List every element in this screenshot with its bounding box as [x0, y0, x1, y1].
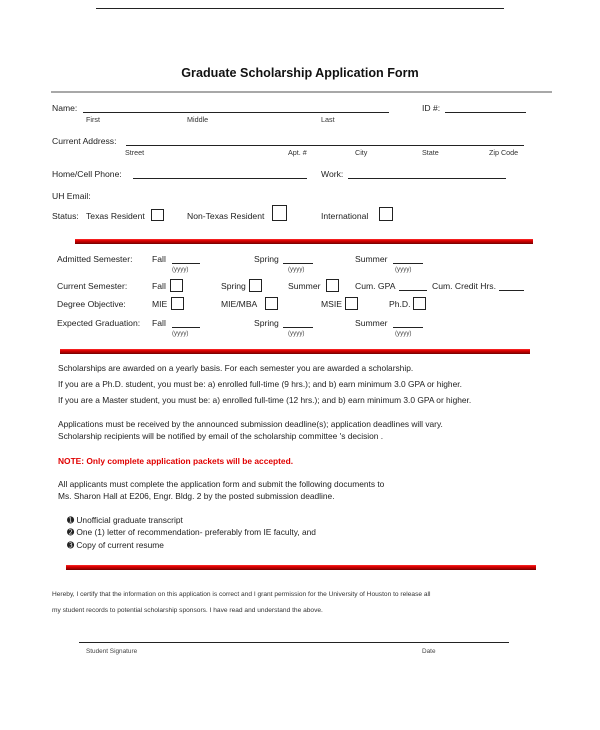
current-semester-label: Current Semester: [57, 281, 128, 291]
address-label: Current Address: [52, 136, 117, 146]
degree-phd-label: Ph.D. [389, 299, 411, 309]
info-submit-documents: All applicants must complete the application form and submit the following documents to [58, 479, 385, 489]
address-street-hint: Street [125, 148, 145, 157]
number-three-icon: ➌ [67, 540, 75, 550]
address-zip-hint: Zip Code [489, 148, 519, 157]
current-summer-checkbox[interactable] [326, 279, 339, 292]
number-two-icon: ➋ [67, 527, 75, 537]
status-label: Status: [52, 211, 79, 221]
section-divider-red [60, 349, 530, 354]
document-item [67, 527, 316, 537]
id-label: ID #: [422, 103, 441, 113]
admitted-semester-label: Admitted Semester: [57, 254, 133, 264]
graduation-spring-year-field[interactable] [283, 319, 313, 328]
graduation-summer-label: Summer [355, 318, 388, 328]
degree-mie-checkbox[interactable] [171, 297, 184, 310]
degree-msie-checkbox[interactable] [345, 297, 358, 310]
cum-gpa-field[interactable] [399, 282, 427, 291]
graduation-summer-year-hint: (yyyy) [395, 330, 412, 337]
admitted-spring-year-hint: (yyyy) [288, 266, 305, 273]
info-master-requirements: If you are a Master student, you must be: a) enrolled full-time (12 hrs.); and b) earn minimum 3.0 GPA or higher. [58, 395, 472, 405]
admitted-fall-year-field[interactable] [172, 255, 200, 264]
name-last-hint: Last [321, 115, 335, 124]
certification-line-1: Hereby, I certify that the information on this application is correct and I grant permission for the University of Houston to release all [52, 591, 431, 598]
current-fall-label: Fall [152, 281, 166, 291]
id-field[interactable] [445, 104, 526, 113]
phone-field[interactable] [133, 170, 307, 179]
expected-graduation-label: Expected Graduation: [57, 318, 141, 328]
status-non-texas-checkbox[interactable] [272, 205, 287, 221]
work-label: Work: [321, 169, 344, 179]
document-item [67, 540, 164, 550]
number-one-icon: ➊ [67, 515, 75, 525]
email-label: UH Email: [52, 191, 91, 201]
graduation-fall-year-field[interactable] [172, 319, 200, 328]
info-deadline: Applications must be received by the announced submission deadline(s); application deadlines will vary. [58, 419, 443, 429]
student-signature-label: Student Signature [86, 648, 138, 655]
graduation-spring-label: Spring [254, 318, 279, 328]
address-state-hint: State [422, 148, 439, 157]
info-phd-requirements: If you are a Ph.D. student, you must be: a) enrolled full-time (9 hrs.); and b) earn minimum 3.0 GPA or higher. [58, 379, 462, 389]
certification-line-2: my student records to potential scholarship sponsors. I have read and understand the above. [52, 607, 323, 614]
document-item [67, 515, 183, 525]
graduation-fall-year-hint: (yyyy) [172, 330, 189, 337]
document-item-text: Unofficial graduate transcript [76, 515, 183, 525]
info-note: NOTE: Only complete application packets will be accepted. [58, 456, 294, 466]
email-field[interactable] [96, 0, 504, 9]
degree-objective-label: Degree Objective: [57, 299, 126, 309]
info-notification: Scholarship recipients will be notified by email of the scholarship committee 's decision . [58, 431, 384, 441]
section-divider-red [75, 239, 533, 244]
name-first-hint: First [86, 115, 100, 124]
address-apt-hint: Apt. # [288, 148, 307, 157]
admitted-summer-label: Summer [355, 254, 388, 264]
admitted-summer-year-hint: (yyyy) [395, 266, 412, 273]
graduation-fall-label: Fall [152, 318, 166, 328]
cum-credit-field[interactable] [499, 282, 524, 291]
degree-mie-mba-checkbox[interactable] [265, 297, 278, 310]
status-international-checkbox[interactable] [379, 207, 393, 221]
date-label: Date [422, 648, 436, 655]
name-middle-hint: Middle [187, 115, 209, 124]
section-divider-red [66, 565, 536, 570]
phone-label: Home/Cell Phone: [52, 169, 122, 179]
address-city-hint: City [355, 148, 368, 157]
admitted-fall-label: Fall [152, 254, 166, 264]
current-spring-checkbox[interactable] [249, 279, 262, 292]
cum-gpa-label: Cum. GPA [355, 281, 396, 291]
admitted-fall-year-hint: (yyyy) [172, 266, 189, 273]
work-phone-field[interactable] [348, 170, 506, 179]
name-label: Name: [52, 103, 78, 113]
name-field[interactable] [83, 104, 389, 113]
current-spring-label: Spring [221, 281, 246, 291]
admitted-spring-year-field[interactable] [283, 255, 313, 264]
graduation-spring-year-hint: (yyyy) [288, 330, 305, 337]
current-summer-label: Summer [288, 281, 321, 291]
status-non-texas-label: Non-Texas Resident [187, 211, 265, 221]
info-awarded-yearly: Scholarships are awarded on a yearly basis. For each semester you are awarded a scholarship. [58, 363, 414, 373]
admitted-summer-year-field[interactable] [393, 255, 423, 264]
address-field[interactable] [126, 137, 524, 146]
info-submit-location: Ms. Sharon Hall at E206, Engr. Bldg. 2 by the posted submission deadline. [58, 491, 335, 501]
signature-line[interactable] [79, 642, 509, 643]
status-international-label: International [321, 211, 369, 221]
cum-credit-label: Cum. Credit Hrs. [432, 281, 496, 291]
degree-phd-checkbox[interactable] [413, 297, 426, 310]
title-divider [51, 91, 552, 93]
graduation-summer-year-field[interactable] [393, 319, 423, 328]
document-item-text: Copy of current resume [76, 540, 164, 550]
status-texas-resident-checkbox[interactable] [151, 209, 164, 221]
degree-mie-mba-label: MIE/MBA [221, 299, 258, 309]
degree-mie-label: MIE [152, 299, 168, 309]
document-item-text: One (1) letter of recommendation- preferably from IE faculty, and [76, 527, 316, 537]
current-fall-checkbox[interactable] [170, 279, 183, 292]
degree-msie-label: MSIE [321, 299, 343, 309]
form-title: Graduate Scholarship Application Form [181, 66, 419, 80]
status-texas-resident-label: Texas Resident [86, 211, 145, 221]
admitted-spring-label: Spring [254, 254, 279, 264]
